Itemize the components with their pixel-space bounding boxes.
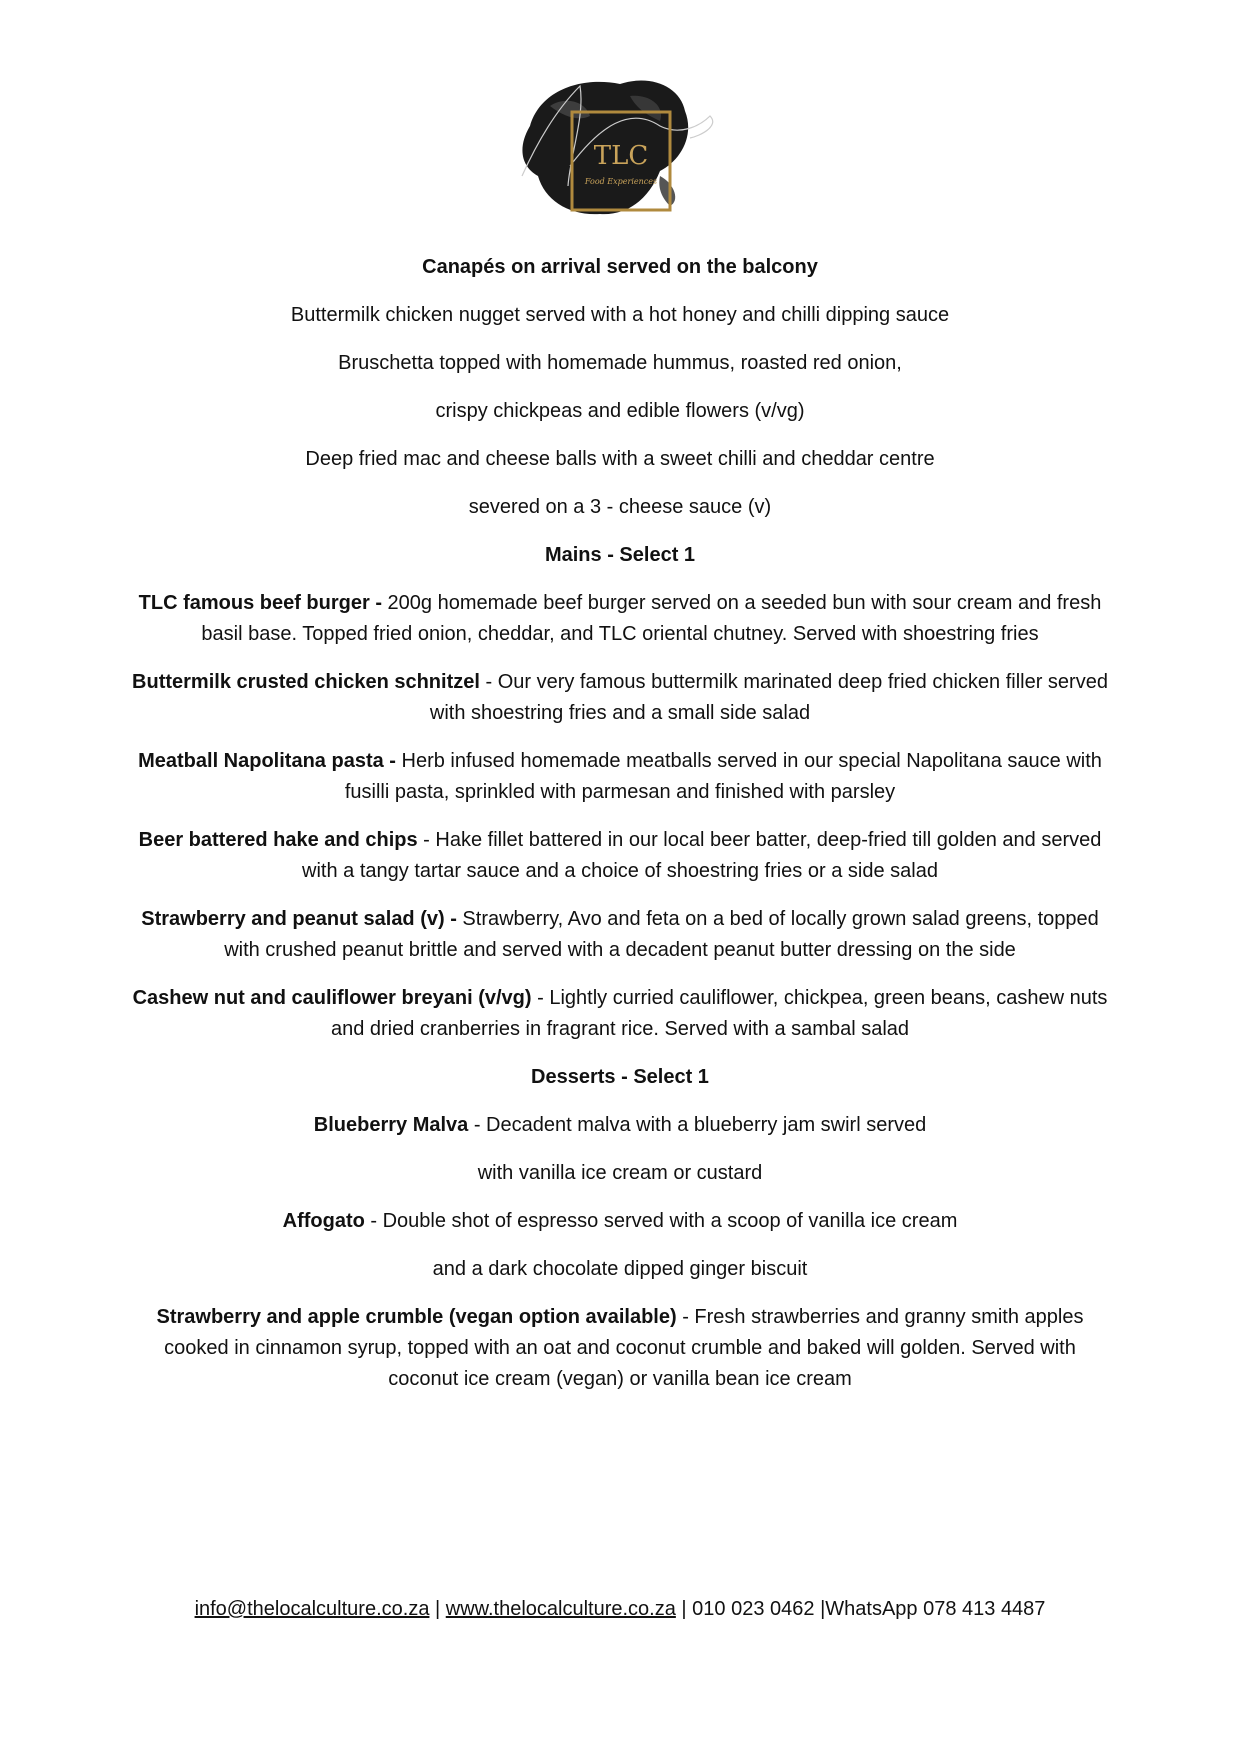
main-item [130,588,1110,650]
main-item [130,825,1110,887]
main-item [130,983,1110,1045]
email-link[interactable]: info@thelocalculture.co.za [194,1598,430,1620]
dessert-item-name: Strawberry and apple crumble (vegan option available) [156,1306,677,1328]
main-item-name: Strawberry and peanut salad (v) - [141,908,457,930]
menu-body [130,252,1110,1412]
dessert-item-continued: and a dark chocolate dipped ginger biscuit [432,1258,808,1280]
footer-separator: | [429,1598,446,1620]
contact-footer [0,1595,1240,1623]
dessert-item-description: - Fresh strawberries and granny smith apples cooked in cinnamon syrup, topped with an oat and coconut crumble and baked will golden. Served with coconut ice cream (vegan) or vanilla bean ice cream [164,1306,1084,1390]
main-item [130,667,1110,729]
main-item-description: - Hake fillet battered in our local beer batter, deep-fried till golden and served with a tangy tartar sauce and a choice of shoestring fries or a side salad [302,829,1102,882]
canape-line: Deep fried mac and cheese balls with a sweet chilli and cheddar centre [305,448,935,470]
canape-line: Buttermilk chicken nugget served with a hot honey and chilli dipping sauce [290,304,950,326]
mains-heading: Mains - Select 1 [544,544,696,566]
dessert-item-continued: with vanilla ice cream or custard [477,1162,763,1184]
main-item-name: Meatball Napolitana pasta - [138,750,396,772]
main-item-name: Beer battered hake and chips [138,829,418,851]
dessert-item-name: Blueberry Malva [313,1114,469,1136]
main-item-description: - Our very famous buttermilk marinated deep fried chicken filler served with shoestring fries and a small side salad [429,671,1108,724]
tlc-logo [510,66,740,236]
dessert-item-name: Affogato [282,1210,365,1232]
main-item-description: 200g homemade beef burger served on a seeded bun with sour cream and fresh basil base. Topped fried onion, cheddar, and TLC oriental chutney. Served with shoestring fries [201,592,1102,645]
canapes-heading: Canapés on arrival served on the balcony [422,256,818,278]
dessert-item [130,1302,1110,1395]
canape-line: crispy chickpeas and edible flowers (v/vg) [435,400,805,422]
dessert-item [130,1206,1110,1237]
logo-subtext: Food Experiences [584,177,658,186]
desserts-heading: Desserts - Select 1 [531,1066,709,1088]
main-item-description: - Lightly curried cauliflower, chickpea, green beans, cashew nuts and dried cranberries in fragrant rice. Served with a sambal salad [330,987,1108,1040]
website-link[interactable]: www.thelocalculture.co.za [445,1598,676,1620]
main-item-name: Cashew nut and cauliflower breyani (v/vg) [132,987,532,1009]
footer-phone-whatsapp: | 010 023 0462 |WhatsApp 078 413 4487 [675,1598,1046,1620]
dessert-item-description: - Double shot of espresso served with a scoop of vanilla ice cream [364,1210,958,1232]
main-item-name: TLC famous beef burger - [138,592,382,614]
main-item-description: Herb infused homemade meatballs served in our special Napolitana sauce with fusilli pasta, sprinkled with parmesan and finished with parsley [344,750,1102,803]
main-item-description: Strawberry, Avo and feta on a bed of locally grown salad greens, topped with crushed peanut brittle and served with a decadent peanut butter dressing on the side [224,908,1099,961]
canape-line: severed on a 3 - cheese sauce (v) [468,496,772,518]
canape-line: Bruschetta topped with homemade hummus, roasted red onion, [338,352,902,374]
main-item [130,904,1110,966]
tlc-logo-mark [510,66,740,236]
dessert-item-description: - Decadent malva with a blueberry jam swirl served [468,1114,927,1136]
dessert-item [130,1110,1110,1141]
main-item-name: Buttermilk crusted chicken schnitzel [132,671,480,693]
logo-text: TLC [593,141,649,171]
main-item [130,746,1110,808]
